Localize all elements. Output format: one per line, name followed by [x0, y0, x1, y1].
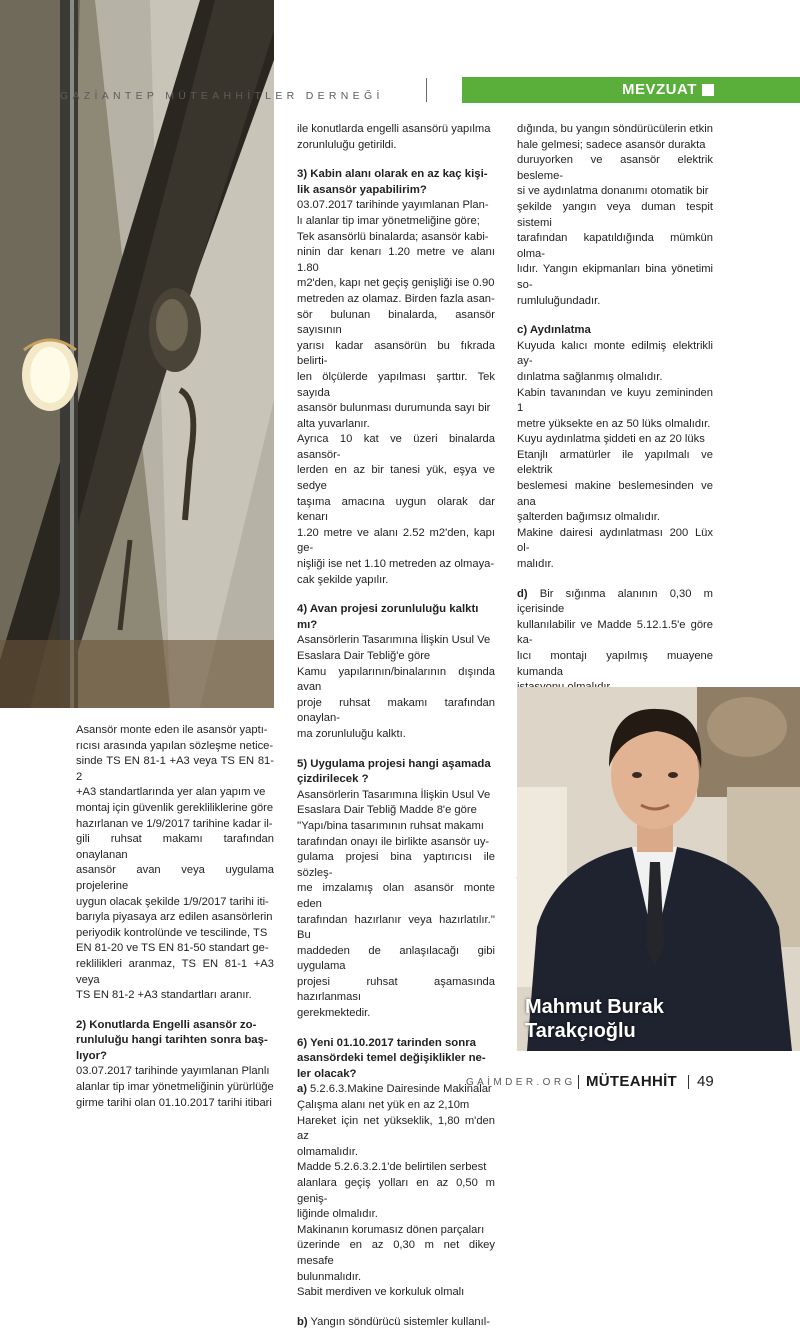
paragraph-item-c: Kuyuda kalıcı monte edilmiş elektrikli ay- dınlatma sağlanmış olmalıdır. Kabin tavanından ve kuyu zemininden 1 metre yüksekte en az 50 lüks olmalıdır. Kuyu aydınlatma şiddeti en az 20 lüks Etanjlı armatürler ile yapılmalı ve elektrik beslemesi makine beslemesinden ve ana şalterden bağımsız olmalıdır. Makine dairesi aydınlatması 200 Lüx ol- malıdır.	[517, 339, 713, 571]
item-c-heading: c) Aydınlatma	[517, 324, 591, 337]
header-organization: GAZİANTEP MÜTEAHHİTLER DERNEĞİ	[60, 90, 384, 102]
elevator-shaft-photo	[0, 0, 274, 708]
caption-first-name: Mahmut Burak	[525, 996, 664, 1018]
elevator-shaft-illustration	[0, 0, 274, 708]
header-divider	[426, 78, 427, 102]
footer-brand: MÜTEAHHİT	[586, 1073, 678, 1090]
caption-last-name: Tarakçıoğlu	[525, 1020, 636, 1042]
paragraph-item-d: d) Bir sığınma alanının 0,30 m içerisinde kullanılabilir ve Madde 5.12.1.5'e göre ka- lıcı montajı yapılmış muayene kumanda	[517, 587, 713, 678]
footer-divider	[688, 1075, 689, 1089]
question-6-heading: 6) Yeni 01.10.2017 tarinden sonra asansördeki temel değişiklikler ne- ler olacak?	[297, 1036, 486, 1080]
question-5-heading: 5) Uygulama projesi hangi aşamada çizdirilecek ?	[297, 757, 491, 786]
paragraph-item-b: b) Yangın söndürücü sistemler kullanıl-	[297, 1315, 490, 1328]
left-column	[76, 723, 274, 1125]
question-4-heading: 4) Avan projesi zorunluluğu kalktı mı?	[297, 603, 479, 631]
section-tag	[462, 77, 800, 103]
square-icon	[702, 84, 714, 96]
question-2-heading: 2) Konutlarda Engelli asansör zo- runluluğu hangi tarihten sonra baş- lıyor?	[76, 1018, 268, 1062]
paragraph-question-5: Asansörlerin Tasarımına İlişkin Usul Ve Esaslara Dair Tebliğ Madde 8'e göre ''Yapı/bina tasarımının ruhsat makamı tarafından onayı ile birlikte asansör uy- gulama projesi bina yaptırıcısı ile sözleş- me imzalamış olan asansör monte eden tarafından hazırlanır veya hazırlatılır.'' Bu maddeden de anlaşılacağı gibi uygulama projesi ruhsat aşamasında hazırlanması gerekmektedir.	[297, 788, 495, 1020]
footer-divider	[578, 1075, 579, 1089]
paragraph-question-4: Asansörlerin Tasarımına İlişkin Usul Ve Esaslara Dair Tebliğ'e göre Kamu yapılarının/binalarının dışında avan proje ruhsat makamı tarafından onaylan- ma zorunluluğu kalktı.	[297, 634, 495, 740]
item-a-label: a)	[297, 1083, 307, 1096]
page-number: 49	[697, 1073, 714, 1090]
section-title: MEVZUAT	[622, 81, 697, 98]
paragraph-question-2: 03.07.2017 tarihinde yayımlanan Planlı alanlar tip imar yönetmeliğinin yürürlüğe girme tarihi olan 01.10.2017 tarihi itibari	[76, 1065, 274, 1109]
middle-column	[297, 122, 495, 1344]
paragraph-question-3: 03.07.2017 tarihinde yayımlanan Plan- lı alanlar tip imar yönetmeliğine göre; Tek asansörlü binalarda; asansör kabi- ninin dar kenarı 1.20 metre ve alanı 1.80 m2'den, kapı net geçiş genişliği ise 0.90 metreden az olamaz. Birden fazla asan- sör bulunan binalarda, asansör sayısının yarısı kadar asansörün bu fıkrada belirti- len ölçülerde yapılması şarttır. Tek sayıda asansör bulunması durumunda sayı bir alta yuvarlanır. Ayrıca 10 kat ve üzeri binalarda asansör- lerden en az bir tanesi yük, eşya ve sedye taşıma amacına uygun olarak dar kenarı 1.20 metre ve alanı 2.52 m2'den, kapı ge- nişliği ise net 1.10 metreden az olmaya- cak şekilde yapılır.	[297, 199, 495, 586]
paragraph-item-a: a) 5.2.6.3.Makine Dairesinde Makinalar Çalışma alanı net yük en az 2,10m Hareket için net yükseklik, 1,80 m'den az olmamalıdır. Madde 5.2.6.3.2.1'de belirtilen serbest alanlara geçiş yolları en az 0,50 m geniş- liğinde olmalıdır. Makinanın korumasız dönen parçaları üzerinde en az 0,30 m net dikey mesafe bulunmalıdır. Sabit merdiven ve korkuluk olmalı	[297, 1083, 495, 1299]
paragraph-item-b-cont: dığında, bu yangın söndürücülerin etkin hale gelmesi; sadece asansör durakta duruyorken ve asansör elektrik besleme- si ve aydınlatma donanımı otomatik bir şekilde yangın veya duman tespit sistemi tarafından kapatıldığında mümkün olma- lıdır. Yangın ekipmanları bina yönetimi so- rumluluğundadır.	[517, 123, 713, 307]
question-3-heading: 3) Kabin alanı olarak en az kaç kişi- lik asansör yapabilirim?	[297, 168, 488, 196]
item-b-label: b)	[297, 1315, 308, 1328]
footer-website: GAİMDER.ORG	[466, 1077, 576, 1088]
portrait-caption	[525, 995, 795, 1043]
item-d-label: d)	[517, 587, 528, 600]
paragraph-standards: Asansör monte eden ile asansör yaptı- rıcısı arasında yapılan sözleşme netice- sinde TS EN 81-1 +A3 veya TS EN 81-2 +A3 standartlarında yer alan yapım ve montaj için güvenlik gerekliliklerine göre hazırlanan ve 1/9/2017 tarihine kadar il- gili ruhsat makamı tarafından onaylanan asansör avan veya uygulama projelerine uygun olacak şekilde 1/9/2017 tarihi iti- barıyla piyasaya arz edilen asansörlerin periyodik kontrolünde ve tescilinde, TS EN 81-20 ve TS EN 81-50 standart ge- reklilikleri aranmaz, TS EN 81-1 +A3 veya TS EN 81-2 +A3 standartları aranır.	[76, 724, 274, 1002]
paragraph-question-2-cont: ile konutlarda engelli asansörü yapılma zorunluluğu getirildi.	[297, 123, 491, 151]
